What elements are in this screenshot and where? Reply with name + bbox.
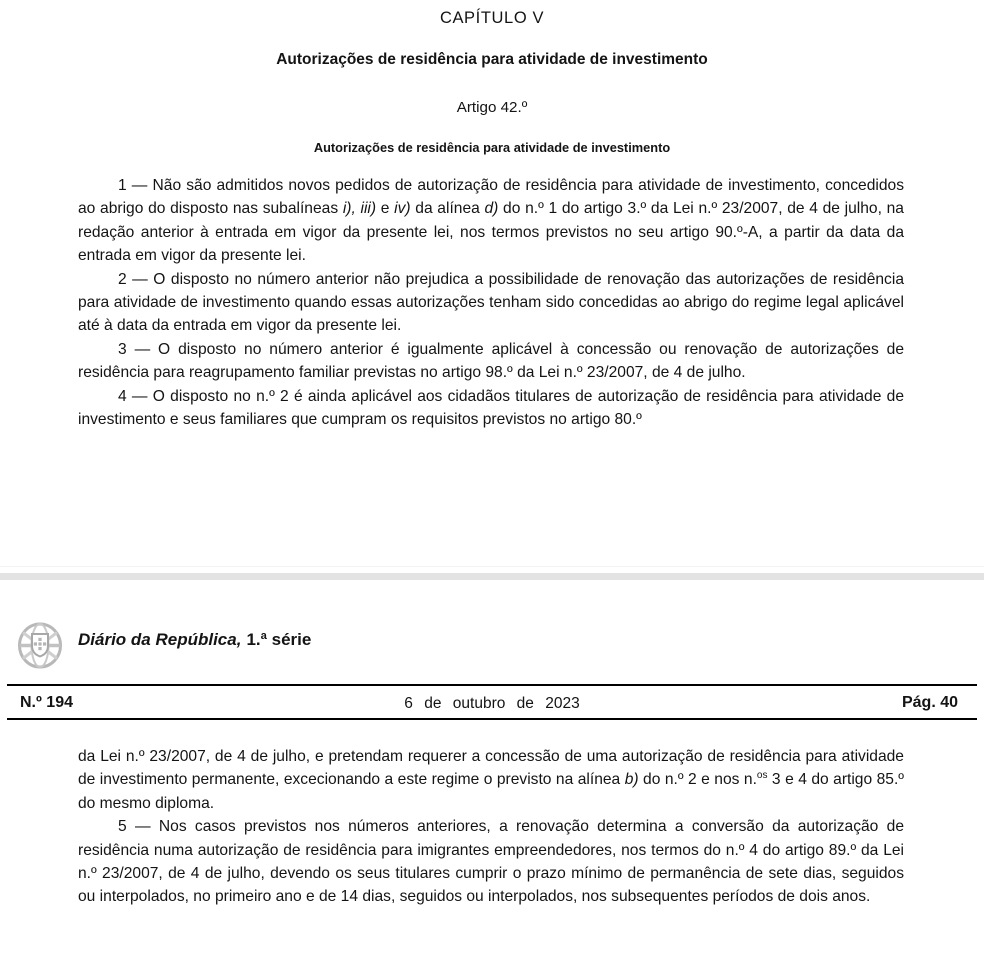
article-title: Autorizações de residência para atividade de investimento bbox=[313, 140, 671, 155]
paragraph: da Lei n.º 23/2007, de 4 de julho, e pretendam requerer a concessão de uma autorização de residência para atividade de investimento permanente, excecionando a este regime o previsto na alínea b) do n.º 2 e nos n.$^{os}$ 3 e 4 do artigo 85.º do mesmo diploma. bbox=[78, 748, 904, 812]
paragraph: 2 — O disposto no número anterior não prejudica a possibilidade de renovação das autorizações de residência para atividade de investimento quando essas autorizações tenham sido concedidas ao abrigo do regime legal aplicável até à data da entrada em vigor da presente lei. bbox=[78, 270, 904, 335]
portugal-coat-of-arms-logo bbox=[17, 621, 63, 675]
page-bottom-edge bbox=[0, 566, 984, 567]
chapter-title: Autorizações de residência para atividade de investimento bbox=[276, 51, 708, 68]
issue-header-row bbox=[7, 690, 977, 718]
paragraph: 5 — Nos casos previstos nos números anteriores, a renovação determina a conversão da autorização de residência numa autorização de residência para imigrantes empreendedores, nos termos do n.º 4 do artigo 89.º da Lei n.º 23/2007, de 4 de julho, devendo os seus titulares cumprir o prazo mínimo de permanência de sete dias, seguidos ou interpolados, no primeiro ano e de 14 dias, seguidos ou interpolados, nos subsequentes períodos de dois anos. bbox=[78, 818, 904, 906]
header-rule-top bbox=[7, 684, 977, 686]
issue-date: 6 de outubro de 2023 bbox=[404, 695, 580, 712]
chapter-heading: CAPÍTULO V bbox=[439, 9, 545, 27]
article-body-top bbox=[78, 174, 904, 431]
article-body-bottom bbox=[78, 745, 904, 909]
issue-number: N.º 194 bbox=[20, 694, 73, 711]
journal-name: Diário da República, bbox=[78, 630, 242, 649]
journal-title bbox=[78, 630, 311, 650]
paragraph: 3 — O disposto no número anterior é igualmente aplicável à concessão ou renovação de autorizações de residência para reagrupamento familiar previstas no artigo 98.º da Lei n.º 23/2007, de 4 de julho. bbox=[78, 340, 904, 382]
article-heading: Artigo 42.º bbox=[456, 99, 528, 116]
paragraph: 1 — Não são admitidos novos pedidos de autorização de residência para atividade de investimento, concedidos ao abrigo do disposto nas subalíneas i), iii) e iv) da alínea d) do n.º 1 do artigo 3.º da Lei n.º 23/2007, de 4 de julho, na redação anterior à entrada em vigor da presente lei, nos termos previstos no seu artigo 90.º-A, a partir da data da entrada em vigor da presente lei. bbox=[78, 177, 904, 265]
page-number: Pág. 40 bbox=[901, 694, 958, 711]
paragraph: 4 — O disposto no n.º 2 é ainda aplicável aos cidadãos titulares de autorização de residência para atividade de investimento e seus familiares que cumpram os requisitos previstos no artigo 80.º bbox=[78, 387, 904, 429]
page-separator-band bbox=[0, 573, 984, 580]
header-rule-bottom bbox=[7, 718, 977, 720]
journal-series: 1.ª série bbox=[246, 630, 312, 649]
